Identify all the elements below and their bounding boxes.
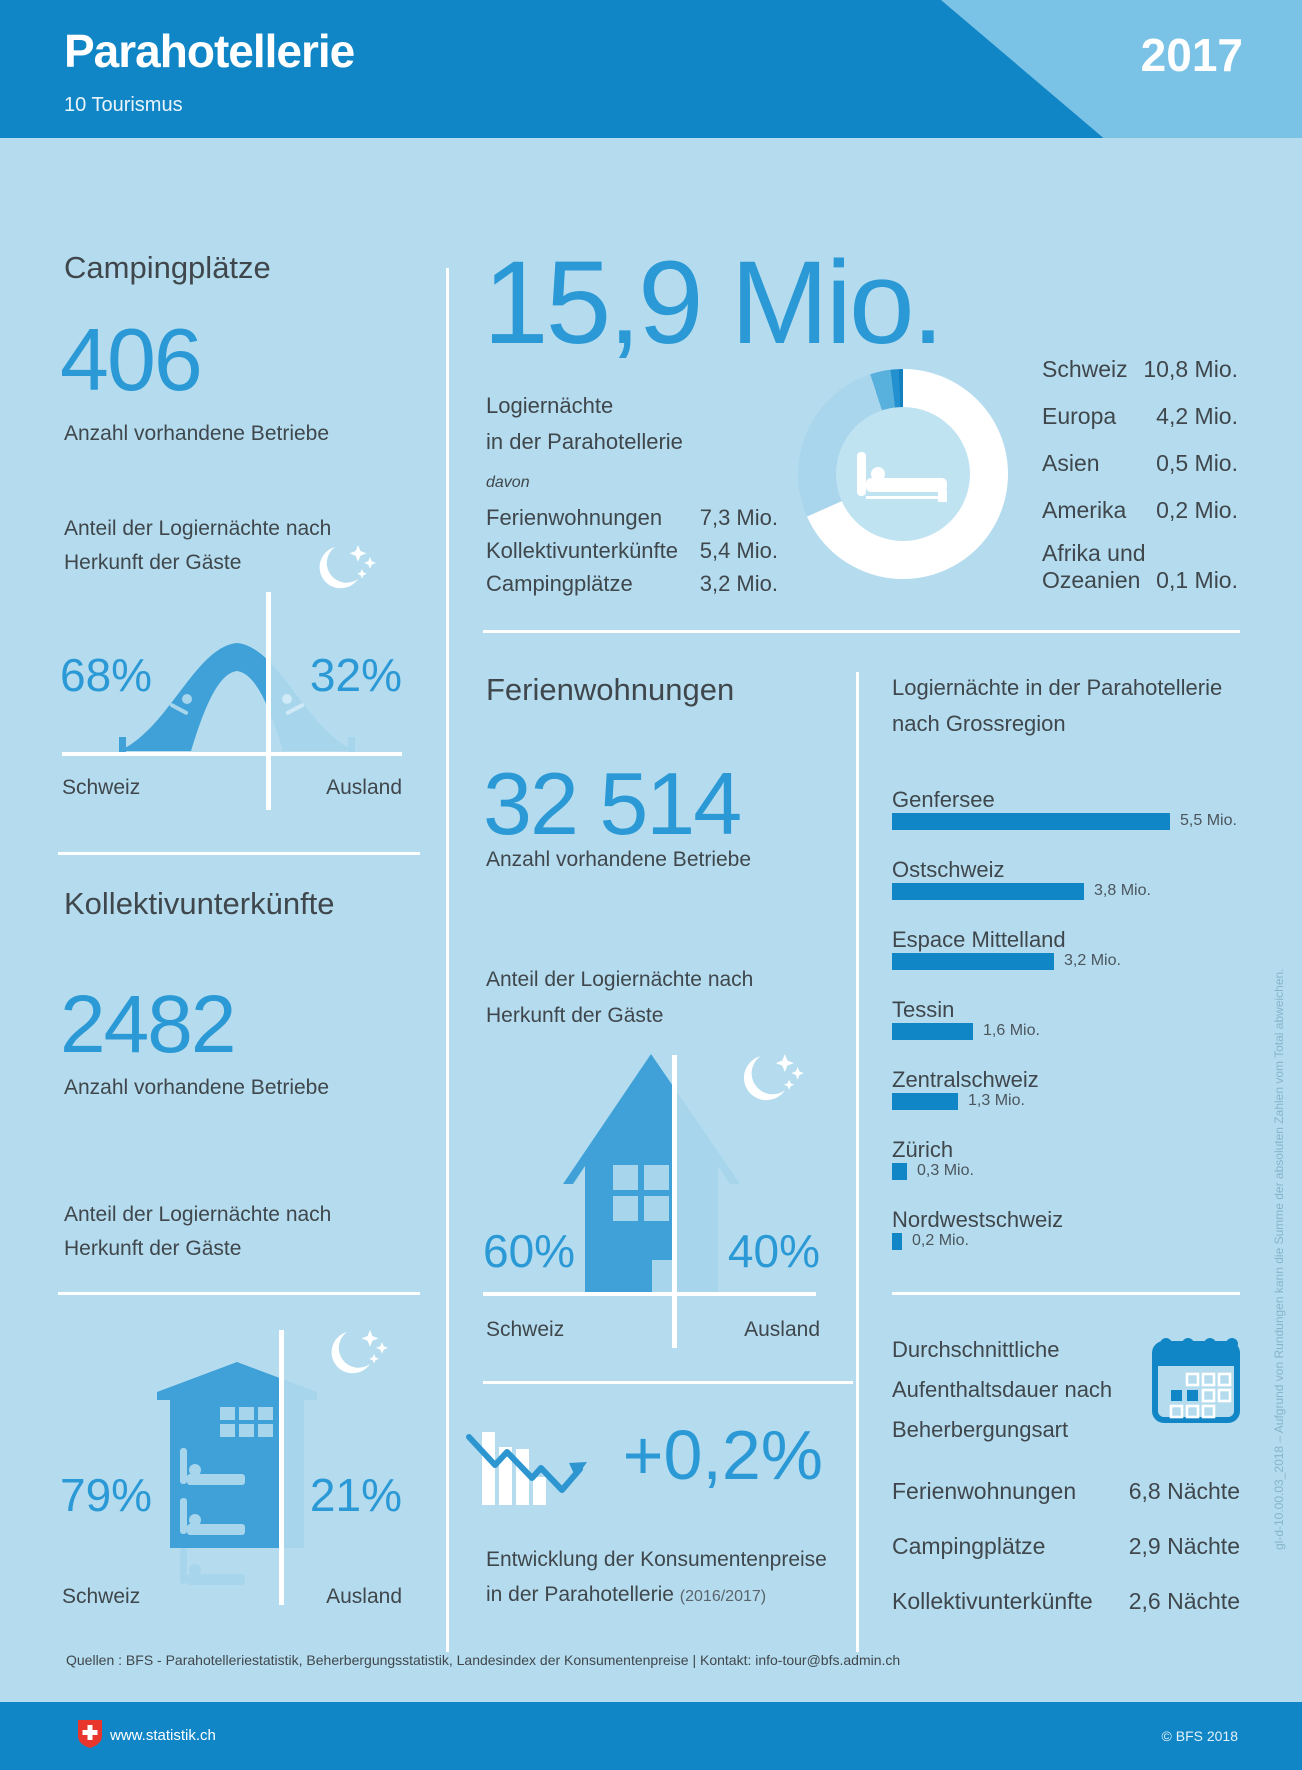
region-bar-fill <box>892 813 1170 830</box>
regions-heading-line1: Logiernächte in der Parahotellerie <box>892 675 1223 700</box>
collective-count: 2482 <box>60 979 235 1070</box>
duration-value: 6,8 Nächte <box>1128 1478 1240 1504</box>
region-label: Nordwestschweiz <box>892 1207 1064 1232</box>
apartments-domestic-pct: 60% <box>483 1225 576 1277</box>
collective-count-caption: Anzahl vorhandene Betriebe <box>64 1076 330 1099</box>
duration-value: 2,6 Nächte <box>1128 1588 1240 1614</box>
column-divider-right <box>856 672 859 1652</box>
website-link[interactable]: www.statistik.ch <box>110 1727 216 1744</box>
region-bar-fill <box>892 1093 958 1110</box>
region-bar-row <box>892 1022 1040 1040</box>
region-label: Zürich <box>892 1137 954 1162</box>
collective-heading: Kollektivunterkünfte <box>64 886 335 921</box>
duration-label: Ferienwohnungen <box>892 1478 1077 1504</box>
calendar-icon <box>1152 1332 1240 1424</box>
legend-value: 10,8 Mio. <box>1143 356 1238 382</box>
apartments-share-caption <box>486 962 866 1034</box>
legend-row-schweiz <box>1042 356 1238 383</box>
camping-count-caption: Anzahl vorhandene Betriebe <box>64 422 330 445</box>
apartments-share-caption-line2: Herkunft der Gäste <box>486 1004 664 1027</box>
camping-share-caption-line2: Herkunft der Gäste <box>64 551 242 574</box>
price-trend-icon <box>465 1425 593 1513</box>
breakdown-row <box>486 564 778 597</box>
camping-share-caption-line1: Anteil der Logiernächte nach <box>64 517 332 540</box>
collective-share-caption <box>64 1198 424 1266</box>
legend-value: 4,2 Mio. <box>1156 403 1238 429</box>
region-label: Zentralschweiz <box>892 1067 1039 1092</box>
legend-label: Europa <box>1042 403 1117 429</box>
legend-label: Amerika <box>1042 497 1127 523</box>
collective-share-caption-line2: Herkunft der Gäste <box>64 1237 242 1260</box>
collective-split-divider <box>279 1330 284 1605</box>
camping-foreign-pct: 32% <box>309 649 402 701</box>
donut-hole <box>836 407 970 541</box>
swiss-shield-icon <box>78 1720 102 1748</box>
region-label: Tessin <box>892 997 955 1022</box>
legend-value: 0,5 Mio. <box>1156 450 1238 476</box>
camping-foreign-label: Ausland <box>326 776 402 799</box>
mid-divider-1 <box>483 630 1240 633</box>
collective-foreign-label: Ausland <box>326 1585 402 1608</box>
camping-split-divider <box>266 592 271 810</box>
overnights-caption-line1: Logiernächte <box>486 393 614 418</box>
duration-heading-line3: Beherbergungsart <box>892 1417 1069 1442</box>
overnights-caption <box>486 388 683 460</box>
duration-heading-line1: Durchschnittliche <box>892 1337 1060 1362</box>
region-bar-fill <box>892 1163 907 1180</box>
region-bar-fill <box>892 883 1084 900</box>
camping-heading: Campingplätze <box>64 250 271 285</box>
legend-value: 0,1 Mio. <box>1156 567 1238 593</box>
apartments-foreign-label: Ausland <box>744 1318 820 1341</box>
legend-row-asien <box>1042 450 1238 477</box>
price-caption-line2: in der Parahotellerie (2016/2017) <box>486 1583 767 1606</box>
duration-value: 2,9 Nächte <box>1128 1533 1240 1559</box>
page-subtitle: 10 Tourismus <box>64 94 183 116</box>
camping-count: 406 <box>60 310 201 409</box>
hostel-illustration <box>152 1352 322 1588</box>
duration-row <box>892 1533 1240 1560</box>
origin-donut-chart <box>798 369 1008 579</box>
collective-domestic-label: Schweiz <box>62 1585 141 1608</box>
right-divider <box>892 1292 1240 1295</box>
apartments-count: 32 514 <box>483 754 741 853</box>
region-bar-row <box>892 812 1237 830</box>
sources-line: Quellen : BFS - Parahotelleriestatistik, Beherbergungsstatistik, Landesindex der Konsumentenpreise | Kontakt: info-tour@bfs.admin.ch <box>66 1652 901 1668</box>
price-caption-suffix: (2016/2017) <box>679 1588 767 1605</box>
apartments-count-caption: Anzahl vorhandene Betriebe <box>486 848 752 871</box>
apartments-foreign-pct: 40% <box>727 1225 820 1277</box>
moon-stars-icon <box>738 1052 804 1118</box>
collective-share-caption-line1: Anteil der Logiernächte nach <box>64 1203 332 1226</box>
regions-heading-line2: nach Grossregion <box>892 711 1066 736</box>
apartments-heading: Ferienwohnungen <box>486 672 735 707</box>
region-bar-row <box>892 1092 1025 1110</box>
breakdown-row <box>486 498 778 531</box>
camping-domestic-pct: 68% <box>60 649 153 701</box>
mid-divider-2 <box>483 1381 853 1384</box>
region-bar-row <box>892 1232 969 1250</box>
region-bar-value: 3,8 Mio. <box>1094 882 1151 899</box>
region-label: Espace Mittelland <box>892 927 1066 952</box>
duration-label: Campingplätze <box>892 1533 1046 1559</box>
duration-row <box>892 1478 1240 1505</box>
side-note: gl-d-10.00.03_2018 – Aufgrund von Rundungen kann die Summe der absoluten Zahlen vom Total abweichen. <box>1272 968 1286 1550</box>
region-bar-value: 3,2 Mio. <box>1064 952 1121 969</box>
year-label: 2017 <box>1140 29 1243 81</box>
region-bar-value: 0,3 Mio. <box>917 1162 974 1179</box>
region-label: Ostschweiz <box>892 857 1005 882</box>
breakdown-value: 3,2 Mio. <box>699 571 778 596</box>
legend-row-amerika <box>1042 497 1238 524</box>
region-bar-value: 0,2 Mio. <box>912 1232 969 1249</box>
overnights-breakdown <box>486 498 778 597</box>
regions-heading <box>892 670 1222 742</box>
duration-label: Kollektivunterkünfte <box>892 1588 1093 1614</box>
camping-ground-line <box>62 752 402 756</box>
copyright-label: © BFS 2018 <box>1161 1728 1238 1744</box>
left-divider-1 <box>58 852 420 855</box>
moon-stars-icon <box>326 1328 388 1390</box>
breakdown-row <box>486 531 778 564</box>
davon-label: davon <box>486 474 530 491</box>
legend-value: 0,2 Mio. <box>1156 497 1238 523</box>
breakdown-label: Kollektivunterkünfte <box>486 538 678 563</box>
breakdown-value: 7,3 Mio. <box>699 505 778 530</box>
bed-moon-icon <box>851 438 955 510</box>
region-bar-row <box>892 1162 974 1180</box>
breakdown-label: Ferienwohnungen <box>486 505 663 530</box>
region-bar-value: 1,3 Mio. <box>968 1092 1025 1109</box>
legend-row-afrika-ozeanien <box>1042 540 1238 594</box>
overnights-total: 15,9 Mio. <box>483 237 942 369</box>
column-divider-left <box>446 268 449 1652</box>
collective-foreign-pct: 21% <box>309 1469 402 1521</box>
moon-stars-icon <box>314 543 376 605</box>
price-caption-line1: Entwicklung der Konsumentenpreise <box>486 1548 827 1571</box>
camping-domestic-label: Schweiz <box>62 776 141 799</box>
overnights-caption-line2: in der Parahotellerie <box>486 429 683 454</box>
duration-heading-line2: Aufenthaltsdauer nach <box>892 1377 1113 1402</box>
legend-label: Asien <box>1042 450 1100 476</box>
duration-row <box>892 1588 1240 1615</box>
apartments-ground-line <box>483 1292 816 1296</box>
region-bar-value: 5,5 Mio. <box>1180 812 1237 829</box>
legend-label: Schweiz <box>1042 356 1128 382</box>
breakdown-value: 5,4 Mio. <box>699 538 778 563</box>
region-bar-row <box>892 882 1151 900</box>
apartments-share-caption-line1: Anteil der Logiernächte nach <box>486 968 754 991</box>
region-bar-fill <box>892 1023 973 1040</box>
region-bar-fill <box>892 1233 902 1250</box>
legend-row-europa <box>1042 403 1238 430</box>
page-title: Parahotellerie <box>64 25 355 77</box>
region-bar-fill <box>892 953 1054 970</box>
price-change-value: +0,2% <box>622 1416 823 1494</box>
region-bar-row <box>892 952 1121 970</box>
region-label: Genfersee <box>892 787 995 812</box>
legend-label: Afrika und Ozeanien <box>1042 540 1146 593</box>
apartments-split-divider <box>672 1055 677 1348</box>
region-bar-value: 1,6 Mio. <box>983 1022 1040 1039</box>
duration-heading <box>892 1330 1162 1450</box>
left-divider-2 <box>58 1292 420 1295</box>
collective-domestic-pct: 79% <box>60 1469 153 1521</box>
apartments-domestic-label: Schweiz <box>486 1318 565 1341</box>
breakdown-label: Campingplätze <box>486 571 633 596</box>
